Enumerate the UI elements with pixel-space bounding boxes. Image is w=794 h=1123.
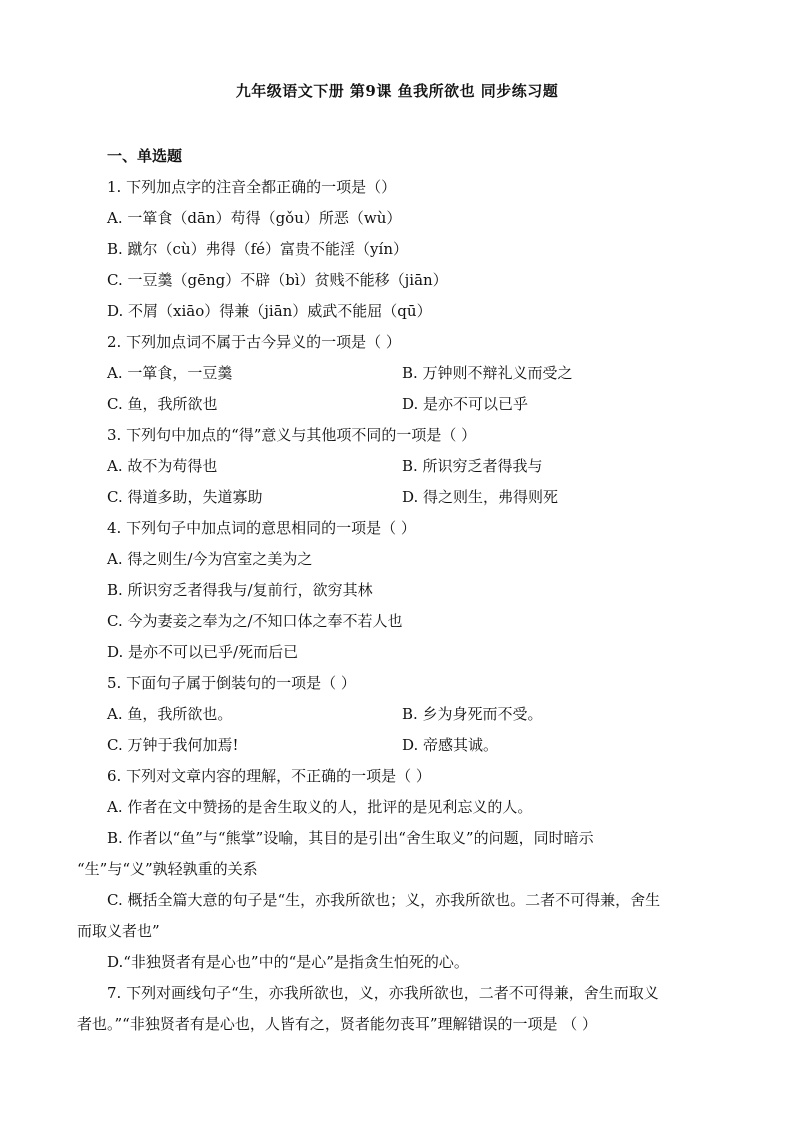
question-5-option-c: C. 万钟于我何加焉! — [107, 736, 239, 754]
question-1-stem: 1. 下列加点字的注音全都正确的一项是（） — [107, 178, 397, 196]
question-5-option-d: D. 帝感其诚。 — [402, 736, 499, 754]
page-title: 九年级语文下册 第9课 鱼我所欲也 同步练习题 — [235, 82, 559, 100]
question-3-option-a: A. 故不为苟得也 — [107, 457, 218, 475]
question-3-option-c: C. 得道多助，失道寡助 — [107, 488, 263, 506]
question-6-stem: 6. 下列对文章内容的理解，不正确的一项是（ ） — [107, 767, 431, 785]
question-4-stem: 4. 下列句子中加点词的意思相同的一项是（ ） — [107, 519, 416, 537]
question-6-option-d: D.“非独贤者有是心也”中的“是心”是指贪生怕死的心。 — [107, 953, 469, 971]
question-2-stem: 2. 下列加点词不属于古今异义的一项是（ ） — [107, 333, 401, 351]
question-7-stem-line-2: 者也。”“非独贤者有是心也，人皆有之，贤者能勿丧耳”理解错误的一项是 （ ） — [77, 1015, 598, 1033]
question-3-option-b: B. 所识穷乏者得我与 — [402, 457, 543, 475]
question-1-option-c: C. 一豆羹（gēng）不辟（bì）贫贱不能移（jiān） — [107, 271, 448, 289]
question-2-option-d: D. 是亦不可以已乎 — [402, 395, 529, 413]
question-4-option-c: C. 今为妻妾之奉为之/不知口体之奉不若人也 — [107, 612, 403, 630]
question-1-option-a: A. 一箪食（dān）苟得（gǒu）所恶（wù） — [107, 209, 402, 227]
question-5-option-b: B. 乡为身死而不受。 — [402, 705, 543, 723]
question-2-option-b: B. 万钟则不辩礼义而受之 — [402, 364, 573, 382]
question-6-option-c-line-2: 而取义者也” — [77, 922, 160, 940]
question-3-option-d: D. 得之则生，弗得则死 — [402, 488, 559, 506]
question-1-option-d: D. 不屑（xiāo）得兼（jiān）威武不能屈（qū） — [107, 302, 432, 320]
question-2-option-c: C. 鱼，我所欲也 — [107, 395, 218, 413]
question-5-option-a: A. 鱼，我所欲也。 — [107, 705, 233, 723]
question-6-option-a: A. 作者在文中赞扬的是舍生取义的人，批评的是见利忘义的人。 — [107, 798, 533, 816]
question-3-stem: 3. 下列句中加点的“得”意义与其他项不同的一项是（ ） — [107, 426, 477, 444]
section-heading-single-choice: 一、单选题 — [107, 147, 183, 165]
question-7-stem-line-1: 7. 下列对画线句子“生，亦我所欲也，义，亦我所欲也，二者不可得兼，舍生而取义 — [107, 984, 659, 1002]
question-1-option-b: B. 蹴尔（cù）弗得（fé）富贵不能淫（yín） — [107, 240, 408, 258]
question-4-option-b: B. 所识穷乏者得我与/复前行，欲穷其林 — [107, 581, 373, 599]
question-4-option-d: D. 是亦不可以已乎/死而后已 — [107, 643, 299, 661]
question-6-option-b-line-2: “生”与“义”孰轻孰重的关系 — [77, 860, 258, 878]
question-2-option-a: A. 一箪食，一豆羹 — [107, 364, 233, 382]
question-6-option-b-line-1: B. 作者以“鱼”与“熊掌”设喻，其目的是引出“舍生取义”的问题，同时暗示 — [107, 829, 594, 847]
question-5-stem: 5. 下面句子属于倒装句的一项是（ ） — [107, 674, 356, 692]
question-4-option-a: A. 得之则生/今为宫室之美为之 — [107, 550, 313, 568]
question-6-option-c-line-1: C. 概括全篇大意的句子是“生，亦我所欲也；义，亦我所欲也。二者不可得兼，舍生 — [107, 891, 661, 909]
